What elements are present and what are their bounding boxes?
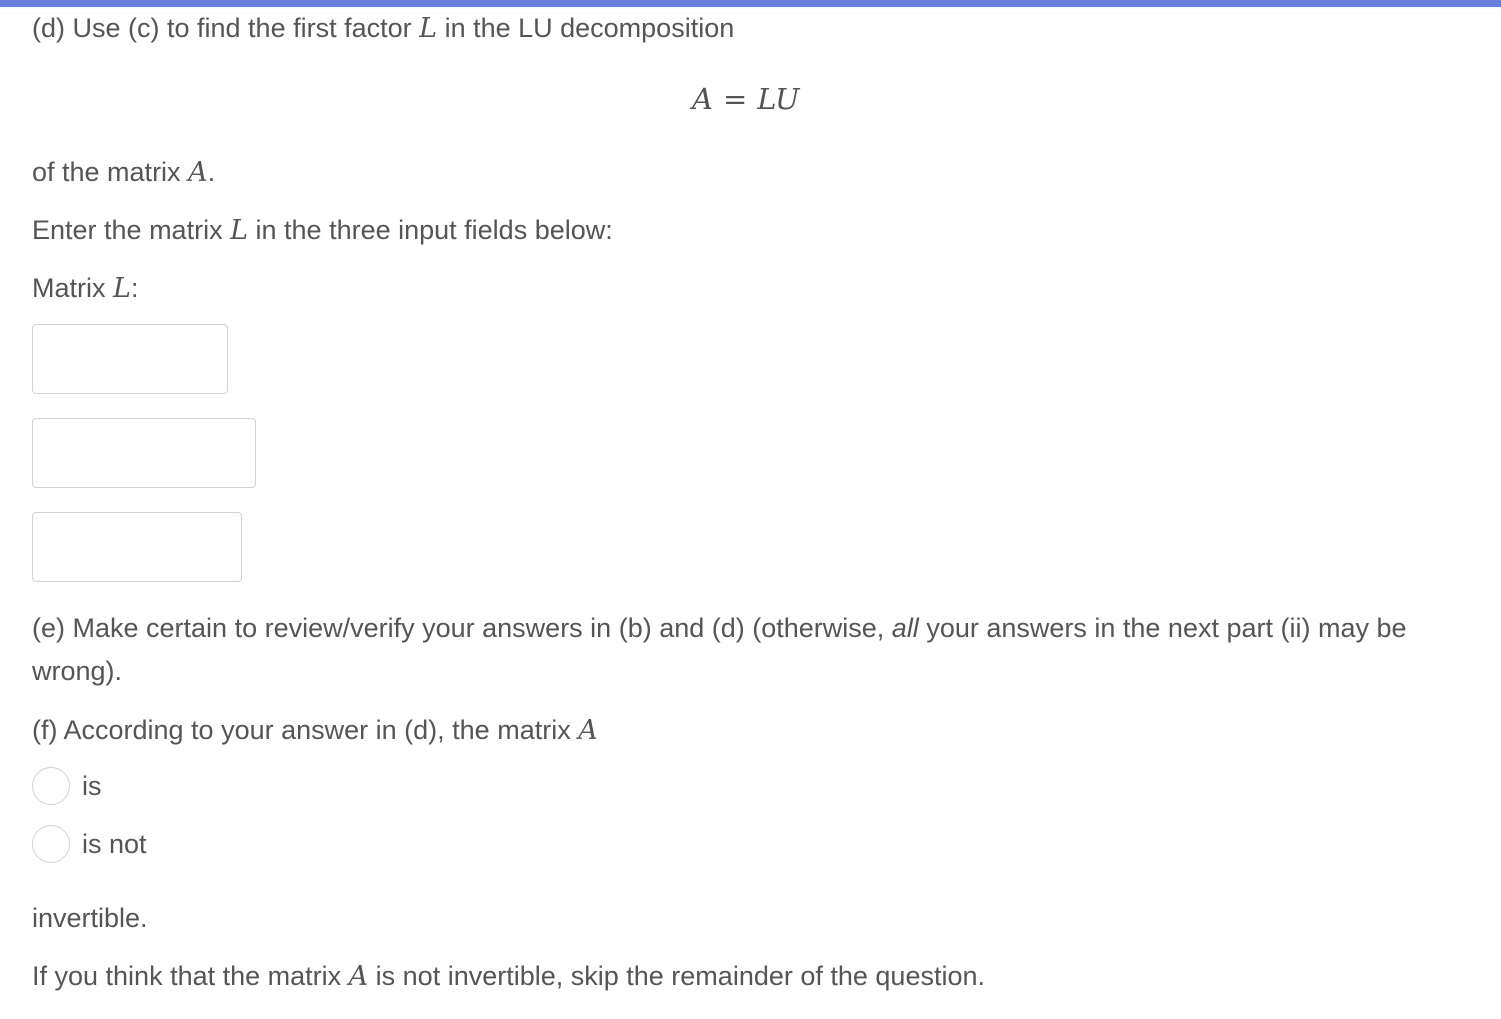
option-is-label[interactable]: is bbox=[82, 770, 102, 801]
var-A: A bbox=[348, 961, 369, 992]
part-e-text-before: (e) Make certain to review/verify your answers in (b) and (d) (otherwise, bbox=[32, 613, 892, 643]
lu-equation bbox=[692, 81, 799, 117]
part-e-text-after: your answers in the next part (ii) may be wrong). bbox=[32, 613, 1407, 686]
var-L: L bbox=[419, 13, 438, 44]
top-accent-bar bbox=[0, 0, 1501, 7]
matrix-l-label bbox=[32, 270, 138, 307]
var-A: A bbox=[188, 157, 208, 188]
radio-is-not[interactable] bbox=[32, 825, 70, 863]
note-prefix: If you think that the matrix bbox=[32, 961, 349, 991]
var-A: A bbox=[578, 715, 598, 746]
var-L: L bbox=[113, 273, 131, 304]
part-f-prefix: (f) According to your answer in (d), the matrix bbox=[32, 715, 579, 745]
matrix-label-suffix: : bbox=[130, 273, 139, 303]
part-d-instruction bbox=[32, 10, 734, 47]
enter-suffix: in the three input fields below: bbox=[248, 215, 613, 245]
equation-operator: = bbox=[722, 82, 748, 116]
of-matrix-text bbox=[32, 154, 215, 191]
of-matrix-suffix: . bbox=[207, 157, 216, 187]
option-is-not-label[interactable]: is not bbox=[82, 828, 147, 859]
enter-prefix: Enter the matrix bbox=[32, 215, 231, 245]
matrix-l-row-2-input[interactable] bbox=[32, 418, 256, 488]
invertible-text: invertible. bbox=[32, 903, 148, 933]
option-is-not[interactable] bbox=[32, 824, 147, 864]
part-d-suffix: in the LU decomposition bbox=[437, 13, 735, 43]
equation-rhs: LU bbox=[757, 82, 800, 116]
part-d-prefix: (d) Use (c) to find the first factor bbox=[32, 13, 420, 43]
part-e-paragraph bbox=[32, 607, 1467, 693]
of-matrix-prefix: of the matrix bbox=[32, 157, 189, 187]
radio-is[interactable] bbox=[32, 767, 70, 805]
skip-note bbox=[32, 958, 985, 995]
part-f-question bbox=[32, 712, 598, 749]
enter-matrix-instruction bbox=[32, 212, 613, 249]
note-suffix: is not invertible, skip the remainder of the question. bbox=[368, 961, 985, 991]
matrix-l-row-3-input[interactable] bbox=[32, 512, 242, 582]
part-e-emphasis: all bbox=[891, 613, 919, 643]
var-L: L bbox=[230, 215, 249, 246]
option-is[interactable] bbox=[32, 766, 102, 806]
matrix-label-prefix: Matrix bbox=[32, 273, 113, 303]
equation-lhs: A bbox=[692, 82, 713, 116]
matrix-l-row-1-input[interactable] bbox=[32, 324, 228, 394]
